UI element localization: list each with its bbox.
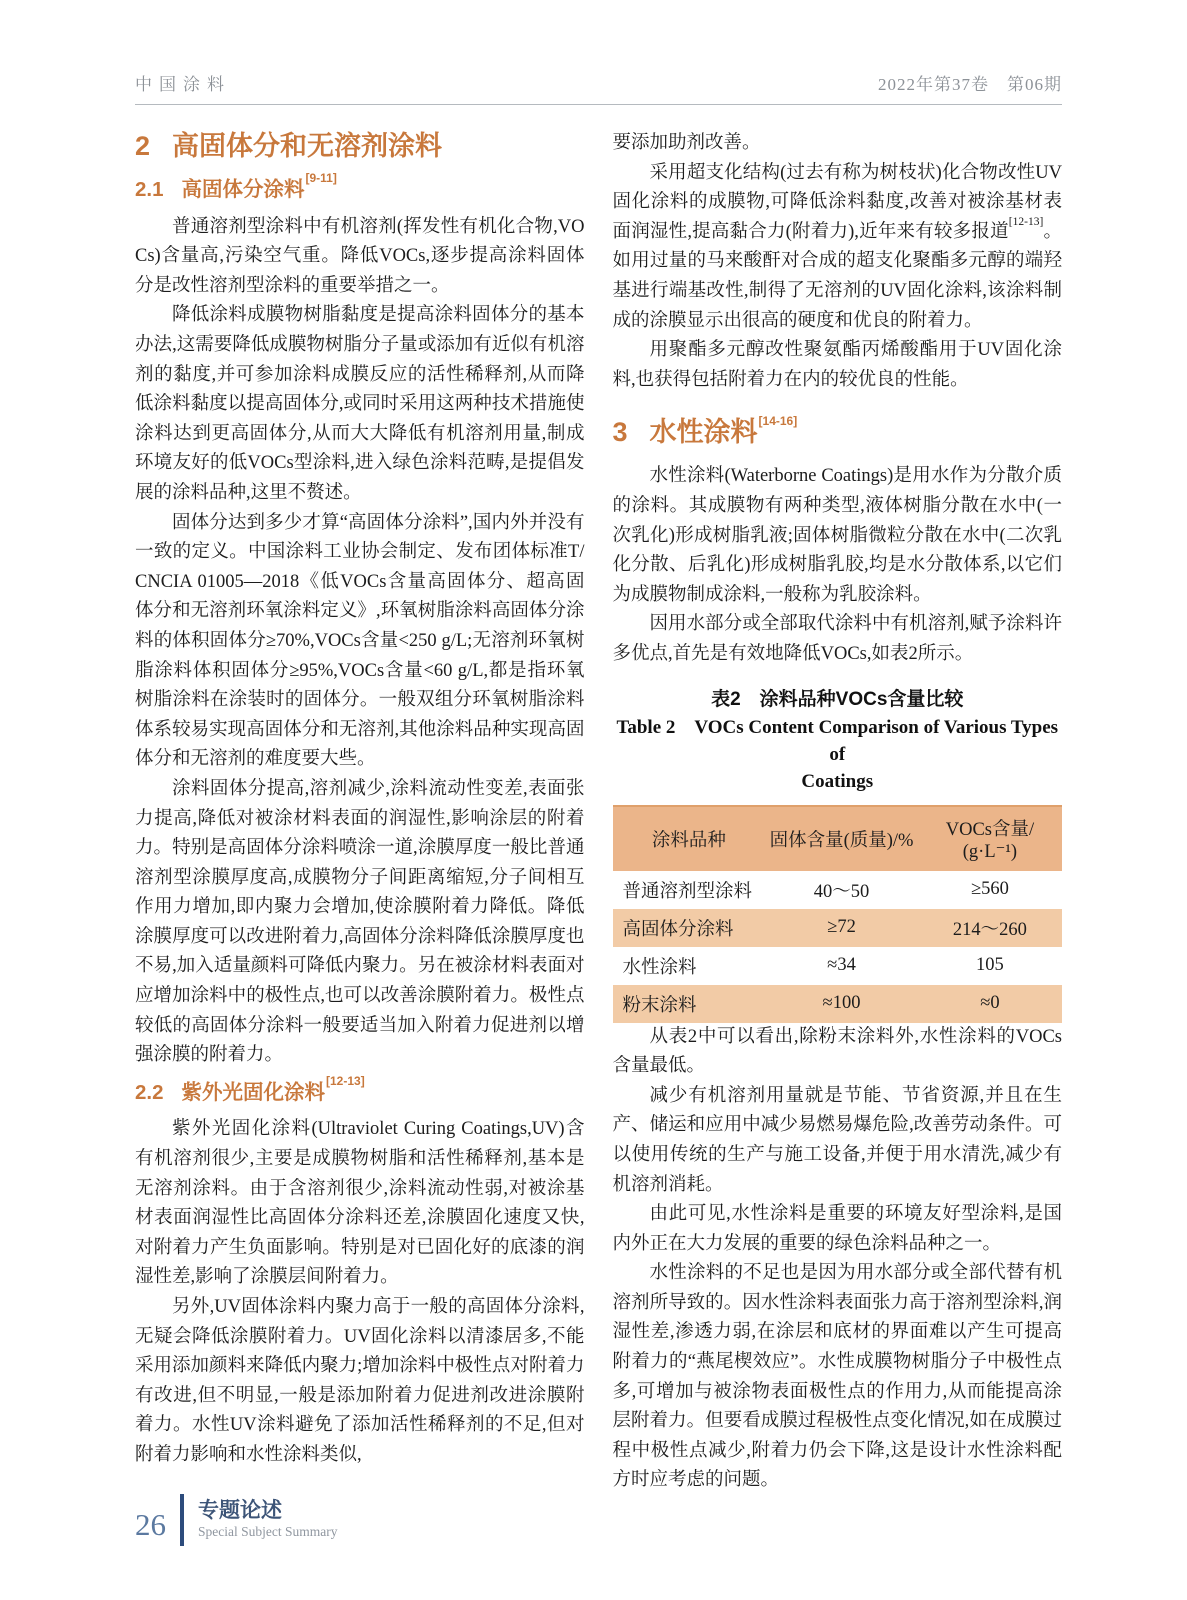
journal-name: 中国涂料 <box>135 75 231 94</box>
section-2-2-title: 紫外光固化涂料[12-13] <box>181 1074 365 1104</box>
paragraph-continuation: 要添加助剂改善。 <box>612 133 761 153</box>
footer-column-title: 专题论述 <box>198 1499 282 1523</box>
table-2-caption-zh: 表2 涂料品种VOCs含量比较 <box>711 688 964 710</box>
paragraph: 水性涂料的不足也是因为用水部分或全部代替有机溶剂所导致的。因水性涂料表面张力高于溶剂型涂料,润湿性差,渗透力弱,在涂层和底材的界面难以产生可提高附着力的“燕尾楔效应”。水性成膜物树脂分子中极性点多,可增加与被涂物表面极性点的作用力,从而能提高涂层附着力。但要看成膜过程极性点变化情况,如在成膜过程中极性点减少,附着力仍会下降,这是设计水性涂料配方时应考虑的问题。 <box>612 1263 1062 1491</box>
section-2-number: 2 <box>135 131 151 161</box>
issue-info: 2022年第37卷 第06期 <box>878 75 1062 94</box>
section-2-2-number: 2.2 <box>135 1080 164 1104</box>
section-2-heading <box>135 131 585 162</box>
citation-ref: [12-13] <box>1008 215 1044 228</box>
vocs-comparison-table <box>613 805 1063 1023</box>
right-column <box>613 129 1063 1496</box>
table-header-cell: VOCs含量/ (g·L⁻¹) <box>918 806 1062 871</box>
two-column-body <box>135 129 1062 1496</box>
table-row: 水性涂料 ≈34 105 <box>622 955 1004 978</box>
page-number: 26 <box>135 1506 166 1542</box>
left-column <box>135 129 585 1496</box>
paragraph: 涂料固体分提高,溶剂减少,涂料流动性变差,表面张力提高,降低对被涂材料表面的润湿性,影响涂层的附着力。特别是高固体分涂料喷涂一道,涂膜厚度一般比普通溶剂型涂膜厚度高,成膜物分子间距离缩短,分子间相互作用力增加,即内聚力会增加,使涂膜附着力降低。降低涂膜厚度可以改进附着力,高固体分涂料降低涂膜厚度也不易,加入适量颜料可降低内聚力。另在被涂材料表面对应增加涂料中的极性点,也可以改善涂膜附着力。极性点较低的高固体分涂料一般要适当加入附着力促进剂以增强涂膜的附着力。 <box>135 778 585 1066</box>
section-2-2-ref: [12-13] <box>326 1074 365 1089</box>
paragraph: 紫外光固化涂料(Ultraviolet Curing Coatings,UV)含有机溶剂很少,主要是成膜物树脂和活性稀释剂,基本是无溶剂涂料。由于含溶剂很少,涂料流动性弱,对被涂基材表面润湿性比高固体分涂料还差,涂膜固化速度又快,对附着力产生负面影响。特别是对已固化好的底漆的润湿性差,影响了涂膜层间附着力。 <box>135 1119 585 1288</box>
table-header-row <box>613 806 1063 871</box>
paragraph: 水性涂料(Waterborne Coatings)是用水作为分散介质的涂料。其成膜物有两种类型,液体树脂分散在水中(一次乳化)形成树脂乳液;固体树脂微粒分散在水中(二次乳化分散、后乳化)形成树脂乳胶,均是水分散体系,以它们为成膜物制成涂料,一般称为乳胶涂料。 <box>612 466 1062 605</box>
paragraph: 采用超支化结构(过去有称为树枝状)化合物改性UV固化涂料的成膜物,可降低涂料黏度,改善对被涂基材表面润湿性,提高黏合力(附着力),近年来有较多报道[12-13]。如用过量的马来酸酐对合成的超支化聚酯多元醇的端羟基进行端基改性,制得了无溶剂的UV固化涂料,该涂料制成的涂膜显示出很高的硬度和优良的附着力。 <box>612 162 1062 331</box>
paragraph: 用聚酯多元醇改性聚氨酯丙烯酸酯用于UV固化涂料,也获得包括附着力在内的较优良的性能。 <box>612 340 1062 390</box>
section-2-2-heading <box>135 1074 585 1106</box>
section-2-1-heading <box>135 171 585 203</box>
footer-column-block <box>198 1499 337 1541</box>
section-3-number: 3 <box>612 417 628 448</box>
paragraph: 固体分达到多少才算“高固体分涂料”,国内外并没有一致的定义。中国涂料工业协会制定、发布团体标准T/CNCIA 01005—2018《低VOCs含量高固体分、超高固体分和无溶剂环氧涂料定义》,环氧树脂涂料高固体分涂料的体积固体分≥70%,VOCs含量<250 g/L;无溶剂环氧树脂涂料体积固体分≥95%,VOCs含量<60 g/L,都是指环氧树脂涂料在涂装时的固体分。一般双组分环氧树脂涂料体系较易实现高固体分和无溶剂,其他涂料品种实现高固体分和无溶剂的难度要大些。 <box>135 512 585 770</box>
paragraph: 因用水部分或全部取代涂料中有机溶剂,赋予涂料许多优点,首先是有效地降低VOCs,如表2所示。 <box>612 614 1062 664</box>
section-2-title: 高固体分和无溶剂涂料 <box>172 131 443 161</box>
paragraph: 另外,UV固体涂料内聚力高于一般的高固体分涂料,无疑会降低涂膜附着力。UV固化涂料以清漆居多,不能采用添加颜料来降低内聚力;增加涂料中极性点对附着力有改进,但不明显,一般是添加附着力促进剂改进涂膜附着力。水性UV涂料避免了添加活性稀释剂的不足,但对附着力影响和水性涂料类似, <box>135 1297 585 1465</box>
paragraph: 减少有机溶剂用量就是节能、节省资源,并且在生产、储运和应用中减少易燃易爆危险,改善劳动条件。可以使用传统的生产与施工设备,并便于用水清洗,减少有机溶剂消耗。 <box>612 1085 1062 1195</box>
paragraph: 由此可见,水性涂料是重要的环境友好型涂料,是国内外正在大力发展的重要的绿色涂料品种之一。 <box>612 1204 1062 1254</box>
section-3-heading <box>612 414 1063 448</box>
table-2-caption-en: Table 2 VOCs Content Comparison of Various Types of Coatings <box>616 716 1059 792</box>
page-footer <box>135 1494 337 1546</box>
paragraph: 从表2中可以看出,除粉末涂料外,水性涂料的VOCs含量最低。 <box>612 1026 1062 1077</box>
section-3-title: 水性涂料[14-16] <box>649 414 798 448</box>
section-2-1-number: 2.1 <box>135 178 164 202</box>
table-header-cell: 涂料品种 <box>613 806 766 871</box>
table-row: 普通溶剂型涂料 40～50 ≥560 <box>622 879 1009 902</box>
footer-column-subtitle: Special Subject Summary <box>198 1524 338 1540</box>
table-row: 粉末涂料 ≈100 ≈0 <box>613 985 1063 1023</box>
running-head <box>135 70 1062 105</box>
section-3-ref: [14-16] <box>758 414 798 429</box>
table-2-caption <box>613 686 1063 795</box>
section-2-1-ref: [9-11] <box>305 171 337 186</box>
paragraph: 降低涂料成膜物树脂黏度是提高涂料固体分的基本办法,这需要降低成膜物树脂分子量或添加有近似有机溶剂的黏度,并可参加涂料成膜反应的活性稀释剂,从而降低涂料黏度以提高固体分,或同时采用这两种技术措施使涂料达到更高固体分,从而大大降低有机溶剂用量,制成环境友好的低VOCs型涂料,进入绿色涂料范畴,是提倡发展的涂料品种,这里不赘述。 <box>135 305 585 503</box>
table-row: 高固体分涂料 ≥72 214～260 <box>613 909 1063 947</box>
paragraph: 普通溶剂型涂料中有机溶剂(挥发性有机化合物,VOCs)含量高,污染空气重。降低VOCs,逐步提高涂料固体分是改性溶剂型涂料的重要举措之一。 <box>135 216 585 296</box>
section-2-1-title: 高固体分涂料[9-11] <box>181 171 337 202</box>
footer-divider-bar <box>180 1494 184 1546</box>
table-header-cell: 固体含量(质量)/% <box>765 806 918 871</box>
